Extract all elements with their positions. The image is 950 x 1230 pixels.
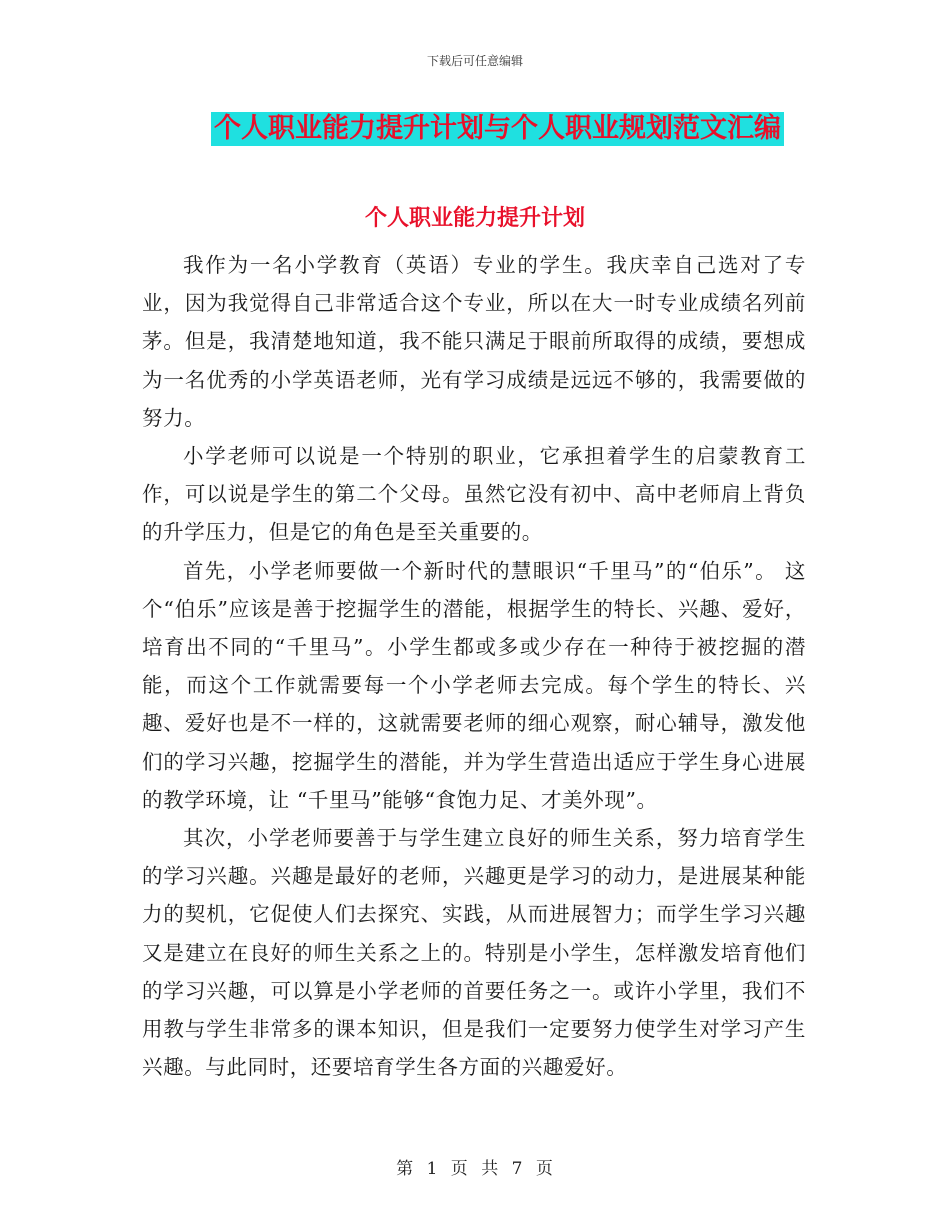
document-title-container: [0, 112, 950, 146]
total-pages-number: 7: [511, 1159, 524, 1179]
footer-total-label: 共: [481, 1159, 500, 1179]
footer-suffix: 页: [535, 1159, 554, 1179]
section-title: 个人职业能力提升计划: [364, 205, 585, 231]
paragraph: 小学老师可以说是一个特别的职业，它承担着学生的启蒙教育工作，可以说是学生的第二个父母。虽然它没有初中、高中老师肩上背负的升学压力，但是它的角色是至关重要的。: [142, 444, 806, 545]
document-body: [142, 246, 806, 1086]
footer-page-label: 页: [450, 1159, 469, 1179]
footer-prefix: 第: [396, 1159, 415, 1179]
current-page-number: 1: [426, 1159, 439, 1179]
header-note: 下载后可任意编辑: [426, 54, 523, 68]
page-footer: [0, 1154, 950, 1179]
paragraph: 我作为一名小学教育（英语）专业的学生。我庆幸自己选对了专业，因为我觉得自己非常适合这个专业，所以在大一时专业成绩名列前茅。但是，我清楚地知道，我不能只满足于眼前所取得的成绩，要想成为一名优秀的小学英语老师，光有学习成绩是远远不够的，我需要做的努力。: [142, 253, 806, 430]
document-title: 个人职业能力提升计划与个人职业规划范文汇编: [211, 112, 784, 146]
paragraph: 首先，小学老师要做一个新时代的慧眼识“千里马”的“伯乐”。 这个“伯乐”应该是善于挖掘学生的潜能，根据学生的特长、兴趣、爱好，培育出不同的“千里马”。小学生都或多或少存在一种待于被挖掘的潜能，而这个工作就需要每一个小学老师去完成。每个学生的特长、兴趣、爱好也是不一样的，这就需要老师的细心观察，耐心辅导，激发他们的学习兴趣，挖掘学生的潜能，并为学生营造出适应于学生身心进展的教学环境，让 “千里马”能够“食饱力足、才美外现”。: [142, 558, 806, 812]
paragraph: 其次，小学老师要善于与学生建立良好的师生关系，努力培育学生的学习兴趣。兴趣是最好的老师，兴趣更是学习的动力，是进展某种能力的契机，它促使人们去探究、实践，从而进展智力；而学生学习兴趣又是建立在良好的师生关系之上的。特别是小学生，怎样激发培育他们的学习兴趣，可以算是小学老师的首要任务之一。或许小学里，我们不用教与学生非常多的课本知识，但是我们一定要努力使学生对学习产生兴趣。与此同时，还要培育学生各方面的兴趣爱好。: [142, 826, 806, 1080]
